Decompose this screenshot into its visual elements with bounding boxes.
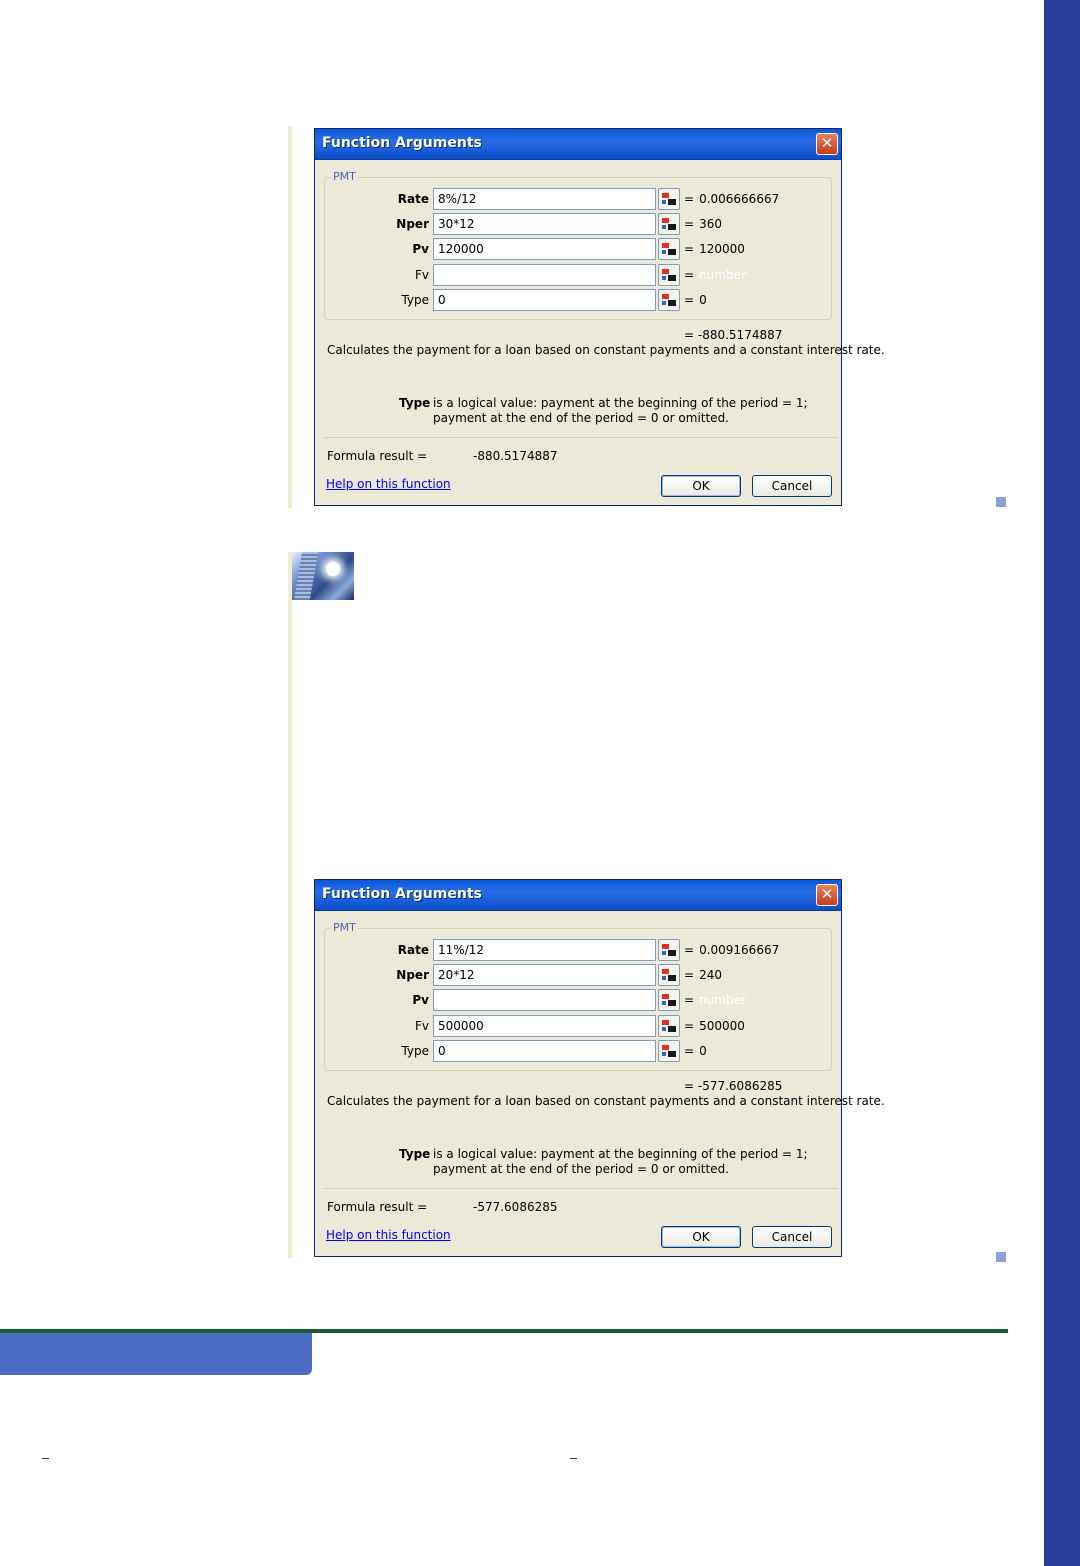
equals-sign: =	[684, 192, 695, 206]
arg-result: 500000	[699, 1019, 745, 1033]
function-name-label: PMT	[333, 921, 356, 934]
collapse-dialog-icon[interactable]	[658, 289, 680, 311]
pv-input[interactable]: 120000	[433, 238, 656, 260]
overall-result: = -577.6086285	[684, 1079, 783, 1093]
collapse-dialog-icon[interactable]	[658, 964, 680, 986]
arg-row-fv	[315, 1015, 841, 1037]
collapse-dialog-icon[interactable]	[658, 1015, 680, 1037]
ok-button[interactable]: OK	[661, 475, 741, 497]
collapse-dialog-icon[interactable]	[658, 989, 680, 1011]
arg-label: Type	[401, 1044, 429, 1058]
close-button[interactable]: ✕	[816, 133, 838, 155]
help-term: Type	[399, 1147, 431, 1161]
arg-label: Type	[401, 293, 429, 307]
divider	[324, 1188, 838, 1189]
argument-help: is a logical value: payment at the beginning of the period = 1; payment at the end of the period = 0 or omitted.	[433, 396, 808, 425]
function-description: Calculates the payment for a loan based on constant payments and a constant interest rate.	[327, 343, 885, 357]
margin-rule	[288, 552, 292, 1258]
section-tab	[0, 1333, 312, 1375]
page-side-bar	[1044, 0, 1080, 1566]
arg-label: Pv	[412, 242, 429, 256]
arg-result: 240	[699, 968, 722, 982]
equals-sign: =	[684, 1044, 695, 1058]
overall-result: = -880.5174887	[684, 328, 783, 342]
arg-row-fv	[315, 264, 841, 286]
help-link[interactable]: Help on this function	[326, 477, 451, 491]
function-name-label: PMT	[333, 170, 356, 183]
arg-result: 0	[699, 1044, 707, 1058]
equals-sign: =	[684, 993, 695, 1007]
page-marker	[996, 1252, 1006, 1262]
function-description: Calculates the payment for a loan based on constant payments and a constant interest rate.	[327, 1094, 885, 1108]
arg-row-nper	[315, 213, 841, 235]
dialog-titlebar	[315, 129, 841, 160]
equals-sign: =	[684, 217, 695, 231]
fv-input[interactable]: 500000	[433, 1015, 656, 1037]
formula-result-value: -880.5174887	[473, 449, 558, 463]
arg-result: 0	[699, 293, 707, 307]
arg-row-type	[315, 1040, 841, 1062]
arg-row-rate	[315, 188, 841, 210]
collapse-dialog-icon[interactable]	[658, 238, 680, 260]
equals-sign: =	[684, 943, 695, 957]
tick-mark	[570, 1458, 577, 1459]
arg-label: Nper	[396, 217, 429, 231]
equals-sign: =	[684, 1019, 695, 1033]
type-input[interactable]: 0	[433, 1040, 656, 1062]
building-photo	[292, 552, 354, 600]
arg-label: Rate	[397, 943, 429, 957]
collapse-dialog-icon[interactable]	[658, 213, 680, 235]
help-link[interactable]: Help on this function	[326, 1228, 451, 1242]
collapse-dialog-icon[interactable]	[658, 264, 680, 286]
arg-result: 120000	[699, 242, 745, 256]
arg-label: Rate	[397, 192, 429, 206]
collapse-dialog-icon[interactable]	[658, 939, 680, 961]
arg-result: 0.009166667	[699, 943, 780, 957]
arg-label: Pv	[412, 993, 429, 1007]
arg-result: 360	[699, 217, 722, 231]
arg-result: number	[699, 993, 746, 1007]
cancel-button[interactable]: Cancel	[752, 475, 832, 497]
arg-row-nper	[315, 964, 841, 986]
dialog-title: Function Arguments	[322, 886, 482, 902]
fv-input[interactable]	[433, 264, 656, 286]
pv-input[interactable]	[433, 989, 656, 1011]
type-input[interactable]: 0	[433, 289, 656, 311]
arg-result: 0.006666667	[699, 192, 780, 206]
equals-sign: =	[684, 268, 695, 282]
divider	[324, 437, 838, 438]
arg-label: Fv	[414, 1019, 429, 1033]
formula-result-value: -577.6086285	[473, 1200, 558, 1214]
formula-result-label: Formula result =	[327, 1200, 428, 1214]
arg-row-pv	[315, 989, 841, 1011]
equals-sign: =	[684, 293, 695, 307]
ok-button[interactable]: OK	[661, 1226, 741, 1248]
collapse-dialog-icon[interactable]	[658, 188, 680, 210]
equals-sign: =	[684, 242, 695, 256]
argument-help: is a logical value: payment at the beginning of the period = 1; payment at the end of the period = 0 or omitted.	[433, 1147, 808, 1176]
arg-label: Fv	[414, 268, 429, 282]
cancel-button[interactable]: Cancel	[752, 1226, 832, 1248]
help-term: Type	[399, 396, 431, 410]
nper-input[interactable]: 20*12	[433, 964, 656, 986]
arg-label: Nper	[396, 968, 429, 982]
dialog-title: Function Arguments	[322, 135, 482, 151]
tick-mark	[42, 1458, 49, 1459]
close-button[interactable]: ✕	[816, 884, 838, 906]
margin-rule	[288, 126, 292, 508]
arg-row-rate	[315, 939, 841, 961]
collapse-dialog-icon[interactable]	[658, 1040, 680, 1062]
rate-input[interactable]: 8%/12	[433, 188, 656, 210]
equals-sign: =	[684, 968, 695, 982]
arg-row-pv	[315, 238, 841, 260]
nper-input[interactable]: 30*12	[433, 213, 656, 235]
dialog-titlebar	[315, 880, 841, 911]
formula-result-label: Formula result =	[327, 449, 428, 463]
arg-row-type	[315, 289, 841, 311]
arg-result: number	[699, 268, 746, 282]
function-arguments-dialog	[314, 879, 885, 1257]
page-marker	[996, 497, 1006, 507]
function-arguments-dialog	[314, 128, 885, 506]
rate-input[interactable]: 11%/12	[433, 939, 656, 961]
